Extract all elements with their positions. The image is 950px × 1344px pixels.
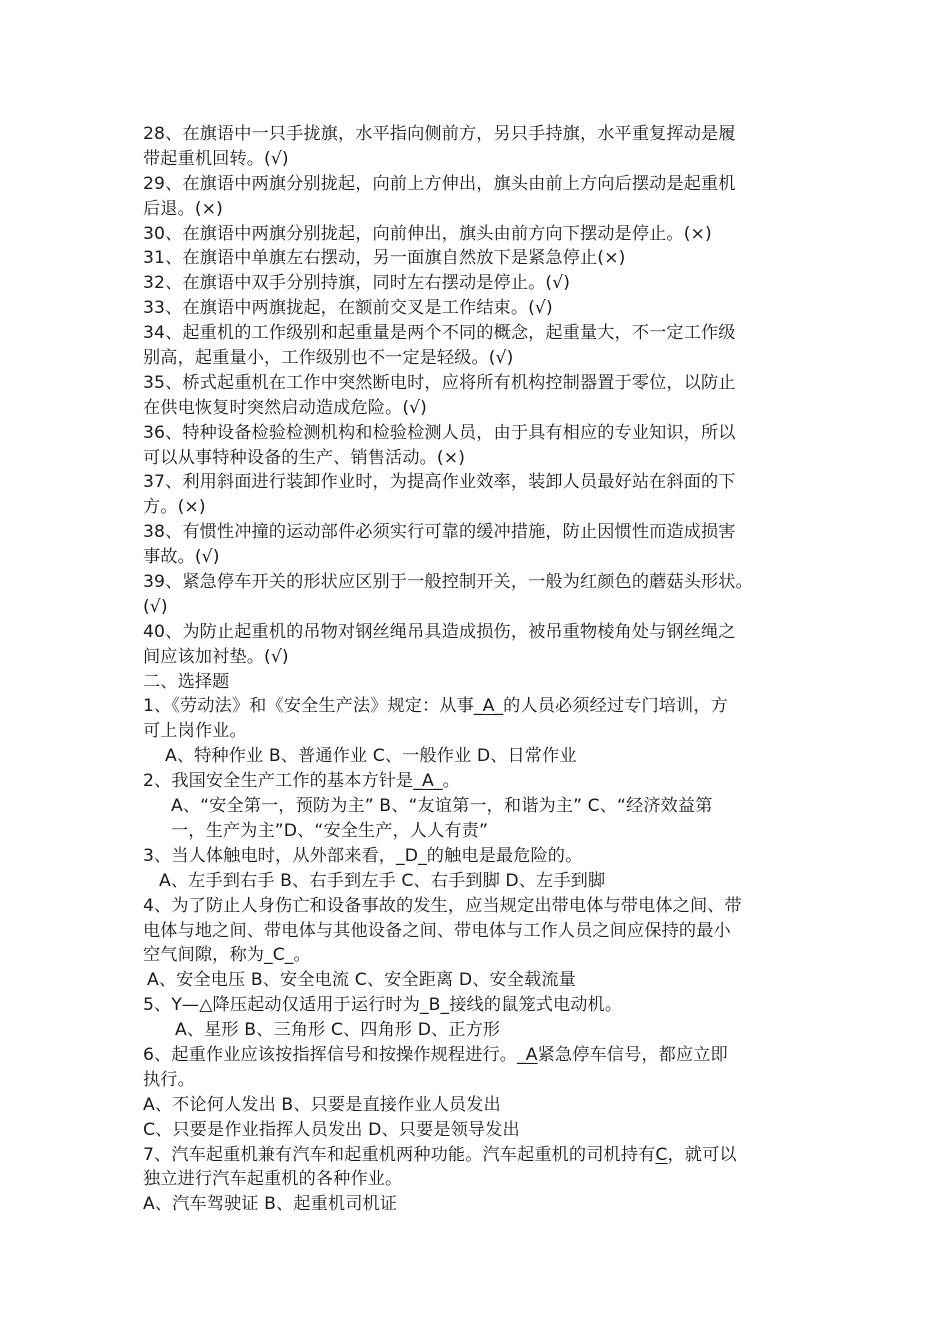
q3-line-1: 3、当人体触电时，从外部来看，_D_的触电是最危险的。 [143, 845, 583, 866]
tf-36-line-2: 可以从事特种设备的生产、销售活动。(×) [143, 447, 466, 468]
q1-answer: _A_ [473, 696, 504, 717]
q6-stem-post: 紧急停车信号，都应立即 [537, 1044, 728, 1065]
question-7 [143, 1143, 843, 1218]
tf-30-line-1: 30、在旗语中两旗分别拢起，向前伸出，旗头由前方向下摆动是停止。(×) [143, 223, 712, 244]
question-3 [143, 844, 843, 894]
tf-32-line-1: 32、在旗语中双手分别持旗，同时左右摆动是停止。(√) [143, 273, 571, 294]
q4-line-3: 空气间隙，称为_C_。 [143, 945, 311, 966]
tf-29-line-2: 后退。(×) [143, 198, 223, 219]
q7-stem-post: ，就可以 [667, 1144, 737, 1165]
tf-39-line-1: 39、紧急停车开关的形状应区别于一般控制开关，一般为红颜色的蘑菇头形状。 [143, 572, 753, 593]
tf-37-line-2: 方。(×) [143, 497, 206, 518]
q6-answer: _A [517, 1044, 538, 1065]
tf-28-line-2: 带起重机回转。(√) [143, 148, 289, 169]
question-4 [143, 894, 843, 994]
q3-options: A、左手到右手 B、右手到左手 C、右手到脚 D、左手到脚 [159, 870, 606, 891]
q1-options: A、特种作业 B、普通作业 C、一般作业 D、日常作业 [165, 746, 577, 767]
q1-line-1 [143, 694, 843, 719]
q6-line-1 [143, 1043, 843, 1068]
q2-options-line-1: A、“安全第一，预防为主” B、“友谊第一，和谐为主” C、“经济效益第 [171, 796, 713, 817]
q1-stem-pre: 1、《劳动法》和《安全生产法》规定：从事 [143, 696, 474, 717]
document-page [143, 122, 843, 1217]
q7-line-2: 独立进行汽车起重机的各种作业。 [143, 1169, 403, 1190]
tf-34-line-1: 34、起重机的工作级别和起重量是两个不同的概念，起重量大，不一定工作级 [143, 323, 736, 344]
tf-37-line-1: 37、利用斜面进行装卸作业时，为提高作业效率，装卸人员最好站在斜面的下 [143, 472, 736, 493]
q2-stem-pre: 2、我国安全生产工作的基本方针是 [143, 771, 414, 792]
question-1 [143, 694, 843, 769]
tf-35-line-1: 35、桥式起重机在工作中突然断电时，应将所有机构控制器置于零位，以防止 [143, 372, 736, 393]
tf-34-line-2: 别高，起重量小，工作级别也不一定是轻级。(√) [143, 348, 514, 369]
tf-36-line-1: 36、特种设备检验检测机构和检验检测人员，由于具有相应的专业知识，所以 [143, 422, 736, 443]
q1-line-2: 可上岗作业。 [143, 721, 247, 742]
q6-options-line-2: C、只要是作业指挥人员发出 D、只要是领导发出 [143, 1119, 520, 1140]
q7-options-line-1: A、汽车驾驶证 B、起重机司机证 [143, 1194, 398, 1215]
question-6 [143, 1043, 843, 1143]
question-5 [143, 993, 843, 1043]
question-2 [143, 769, 843, 844]
tf-35-line-2: 在供电恢复时突然启动造成危险。(√) [143, 397, 427, 418]
q4-options: A、安全电压 B、安全电流 C、安全距离 D、安全载流量 [147, 970, 576, 991]
q6-line-2: 执行。 [143, 1069, 195, 1090]
q5-options: A、星形 B、三角形 C、四角形 D、正方形 [175, 1020, 501, 1041]
q2-options-line-2: 一，生产为主”D、“安全生产，人人有责” [171, 820, 488, 841]
q4-line-2: 电体与地之间、带电体与其他设备之间、带电体与工作人员之间应保持的最小 [143, 920, 731, 941]
tf-33-line-1: 33、在旗语中两旗拢起，在额前交叉是工作结束。(√) [143, 298, 553, 319]
q6-options-line-1: A、不论何人发出 B、只要是直接作业人员发出 [143, 1094, 501, 1115]
q6-stem-pre: 6、起重作业应该按指挥信号和按操作规程进行。 [143, 1044, 518, 1065]
section-title: 二、选择题 [143, 671, 230, 692]
tf-38-line-2: 事故。(√) [143, 547, 220, 568]
tf-38-line-1: 38、有惯性冲撞的运动部件必须实行可靠的缓冲措施，防止因惯性而造成损害 [143, 522, 736, 543]
tf-40-line-2: 间应该加衬垫。(√) [143, 646, 289, 667]
tf-28-line-1: 28、在旗语中一只手拢旗，水平指向侧前方，另只手持旗，水平重复挥动是履 [143, 124, 736, 144]
q2-stem-post: 。 [442, 771, 460, 792]
tf-31-line-1: 31、在旗语中单旗左右摆动，另一面旗自然放下是紧急停止(×) [143, 248, 626, 269]
q1-stem-post: 的人员必须经过专门培训，方 [503, 696, 728, 717]
q5-line-1: 5、Y—△降压起动仅适用于运行时为_B_接线的鼠笼式电动机。 [143, 995, 623, 1016]
q7-answer: C [655, 1144, 668, 1165]
true-false-list [143, 122, 843, 670]
tf-40-line-1: 40、为防止起重机的吊物对钢丝绳吊具造成损伤，被吊重物棱角处与钢丝绳之 [143, 621, 736, 642]
q2-line-1 [143, 769, 843, 794]
q7-stem-pre: 7、汽车起重机兼有汽车和起重机两种功能。汽车起重机的司机持有 [143, 1144, 656, 1165]
q4-line-1: 4、为了防止人身伤亡和设备事故的发生，应当规定出带电体与带电体之间、带 [143, 895, 742, 916]
tf-39-line-2: (√) [143, 596, 168, 617]
q2-answer: _A_ [413, 771, 443, 792]
tf-29-line-1: 29、在旗语中两旗分别拢起，向前上方伸出，旗头由前上方向后摆动是起重机 [143, 173, 736, 194]
q7-line-1 [143, 1143, 843, 1168]
